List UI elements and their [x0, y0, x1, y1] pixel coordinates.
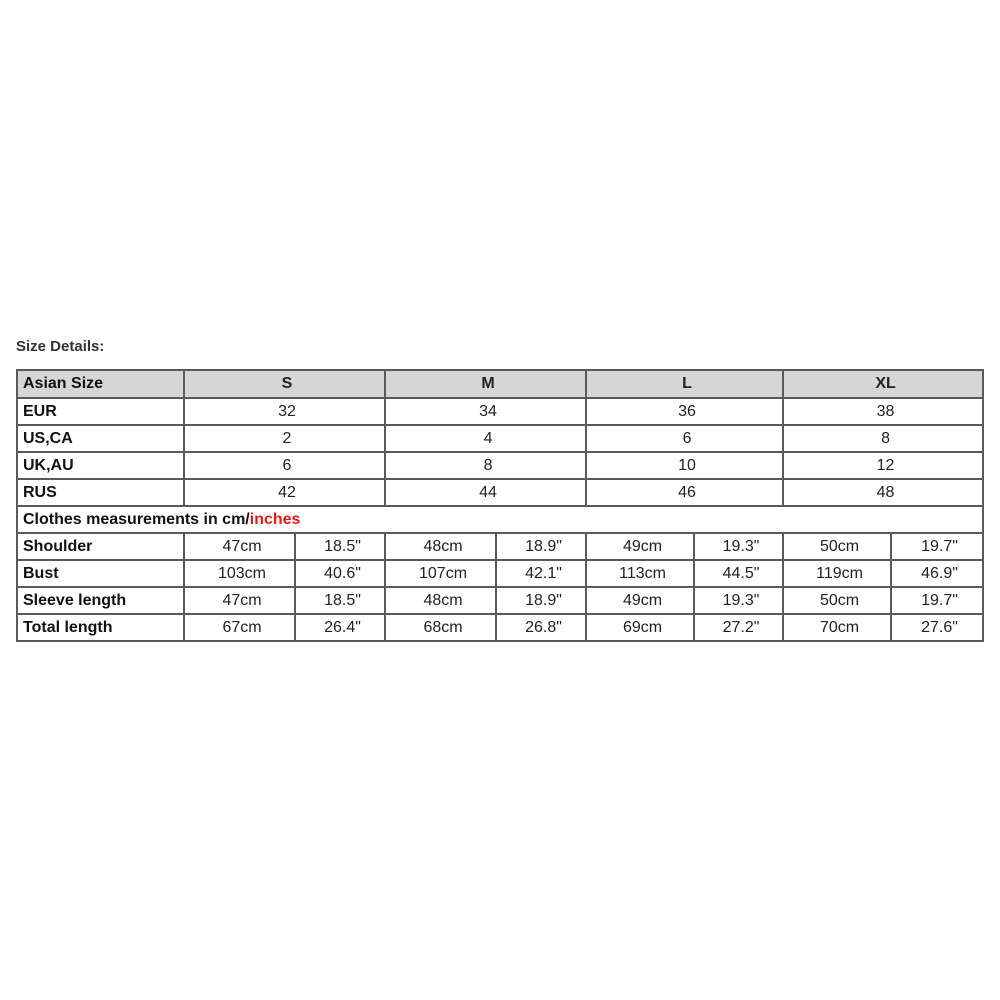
- row-label: US,CA: [17, 425, 184, 452]
- conversion-row-eur: [17, 398, 983, 425]
- size-chart-table: [16, 369, 984, 642]
- table-cell: 19.7": [891, 587, 983, 614]
- table-cell: 36: [586, 398, 783, 425]
- table-cell: 19.7": [891, 533, 983, 560]
- measurement-row-shoulder: [17, 533, 983, 560]
- measurement-note-row: [17, 506, 983, 533]
- row-label: Bust: [17, 560, 184, 587]
- table-cell: 67cm: [184, 614, 295, 641]
- table-cell: 26.8": [496, 614, 586, 641]
- table-cell: 6: [586, 425, 783, 452]
- table-cell: 6: [184, 452, 385, 479]
- table-cell: 46: [586, 479, 783, 506]
- table-cell: 34: [385, 398, 586, 425]
- table-cell: 18.9": [496, 533, 586, 560]
- table-cell: 44.5": [694, 560, 783, 587]
- table-cell: 4: [385, 425, 586, 452]
- table-cell: 18.5": [295, 533, 385, 560]
- table-cell: 48cm: [385, 587, 496, 614]
- row-label: Shoulder: [17, 533, 184, 560]
- table-cell: 68cm: [385, 614, 496, 641]
- table-cell: 44: [385, 479, 586, 506]
- table-cell: 27.2": [694, 614, 783, 641]
- conversion-row-rus: [17, 479, 983, 506]
- table-cell: 47cm: [184, 533, 295, 560]
- conversion-row-us-ca: [17, 425, 983, 452]
- table-cell: 2: [184, 425, 385, 452]
- row-label: UK,AU: [17, 452, 184, 479]
- table-cell: 48cm: [385, 533, 496, 560]
- row-label: Total length: [17, 614, 184, 641]
- measurement-note: [17, 506, 983, 533]
- table-cell: 19.3": [694, 587, 783, 614]
- page-title: Size Details:: [16, 338, 105, 355]
- table-cell: 42.1": [496, 560, 586, 587]
- header-row: [17, 370, 983, 398]
- table-cell: 103cm: [184, 560, 295, 587]
- table-cell: 70cm: [783, 614, 891, 641]
- table-cell: 69cm: [586, 614, 694, 641]
- measurement-row-sleeve-length: [17, 587, 983, 614]
- table-cell: 47cm: [184, 587, 295, 614]
- row-label: RUS: [17, 479, 184, 506]
- size-s-header: S: [184, 370, 385, 398]
- table-cell: 27.6": [891, 614, 983, 641]
- conversion-row-uk-au: [17, 452, 983, 479]
- table-cell: 10: [586, 452, 783, 479]
- table-cell: 49cm: [586, 533, 694, 560]
- header-label: Asian Size: [17, 370, 184, 398]
- table-cell: 46.9": [891, 560, 983, 587]
- table-cell: 12: [783, 452, 983, 479]
- table-cell: 113cm: [586, 560, 694, 587]
- table-cell: 32: [184, 398, 385, 425]
- measurement-row-total-length: [17, 614, 983, 641]
- measurement-row-bust: [17, 560, 983, 587]
- table-cell: 18.5": [295, 587, 385, 614]
- measurement-note-accent: inches: [249, 510, 301, 528]
- row-label: Sleeve length: [17, 587, 184, 614]
- table-cell: 107cm: [385, 560, 496, 587]
- table-cell: 40.6": [295, 560, 385, 587]
- measurement-note-text: Clothes measurements in cm/: [23, 510, 250, 528]
- table-cell: 38: [783, 398, 983, 425]
- table-cell: 50cm: [783, 587, 891, 614]
- table-cell: 48: [783, 479, 983, 506]
- table-cell: 119cm: [783, 560, 891, 587]
- table-cell: 19.3": [694, 533, 783, 560]
- row-label: EUR: [17, 398, 184, 425]
- table-cell: 50cm: [783, 533, 891, 560]
- size-xl-header: XL: [783, 370, 983, 398]
- table-cell: 26.4": [295, 614, 385, 641]
- table-cell: 18.9": [496, 587, 586, 614]
- table-cell: 8: [783, 425, 983, 452]
- size-l-header: L: [586, 370, 783, 398]
- table-cell: 42: [184, 479, 385, 506]
- table-cell: 49cm: [586, 587, 694, 614]
- table-cell: 8: [385, 452, 586, 479]
- size-m-header: M: [385, 370, 586, 398]
